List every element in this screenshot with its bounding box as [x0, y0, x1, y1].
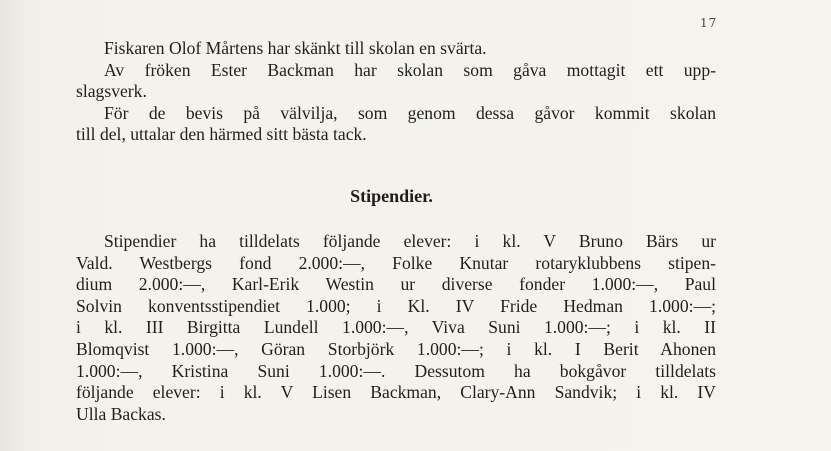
- text-line: i kl. III Birgitta Lundell 1.000:—, Viva Suni 1.000:—; i kl. II: [76, 317, 716, 338]
- body-text-top: [76, 38, 716, 146]
- text-line: Stipendier ha tilldelats följande elever: i kl. V Bruno Bärs ur: [104, 231, 716, 251]
- body-text-stipendier: [76, 231, 716, 425]
- text-line: Blomqvist 1.000:—, Göran Storbjörk 1.000:—; i kl. I Berit Ahonen: [76, 338, 716, 359]
- text-line: Fiskaren Olof Mårtens har skänkt till skolan en svärta.: [104, 38, 487, 58]
- text-line: till del, uttalar den härmed sitt bästa tack.: [76, 124, 367, 145]
- page-number: 17: [700, 16, 718, 30]
- text-line: Vald. Westbergs fond 2.000:—, Folke Knutar rotaryklubbens stipen-: [76, 252, 716, 273]
- text-line: Ulla Backas.: [76, 403, 166, 424]
- section-heading-text: Stipendier.: [350, 186, 433, 206]
- text-line: 1.000:—, Kristina Suni 1.000:—. Dessutom ha bokgåvor tilldelats: [76, 360, 716, 381]
- section-heading: [0, 186, 831, 207]
- text-line: Solvin konventsstipendiet 1.000; i Kl. IV Fride Hedman 1.000:—;: [76, 295, 716, 316]
- text-line: Av fröken Ester Backman har skolan som gåva mottagit ett upp-: [104, 59, 716, 80]
- text-line: slagsverk.: [76, 81, 147, 102]
- text-line: För de bevis på välvilja, som genom dessa gåvor kommit skolan: [104, 102, 716, 123]
- text-line: dium 2.000:—, Karl-Erik Westin ur diverse fonder 1.000:—, Paul: [76, 274, 716, 295]
- text-line: följande elever: i kl. V Lisen Backman, Clary-Ann Sandvik; i kl. IV: [76, 382, 716, 403]
